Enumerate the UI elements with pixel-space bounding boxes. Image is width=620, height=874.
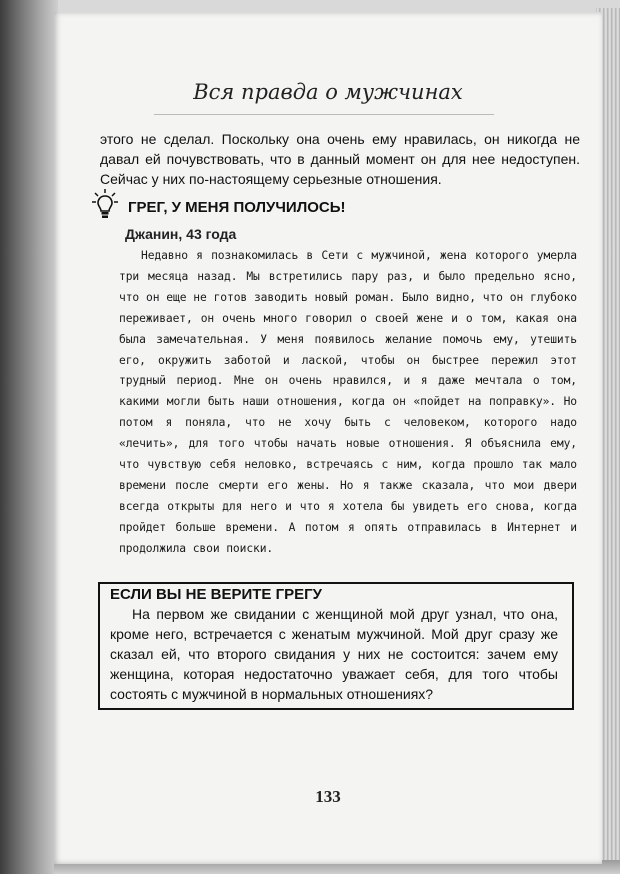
story-title: ГРЕГ, У МЕНЯ ПОЛУЧИЛОСЬ! [128, 199, 346, 216]
running-head-rule [154, 114, 494, 115]
page-number: 133 [315, 787, 341, 806]
intro-text: этого не сделал. Поскольку она очень ему нравилась, он никогда не давал ей почувствовать, что в данный момент он для нее недоступен. Сейчас у них по-настоящему серьезные отношения. [100, 131, 580, 187]
running-head: Вся правда о мужчинах [193, 80, 463, 104]
sidebar-box [98, 582, 574, 710]
sidebar-text: На первом же свидании с женщиной мой друг узнал, что она, кроме него, встречается с женатым мужчиной. Мой друг сразу же сказал ей, что второго свидания у них не состоится: зачем ему женщина, которая недостаточно уважает себя, для того чтобы состоять с мужчиной в нормальных отношениях? [110, 606, 558, 702]
story-author: Джанин, 43 года [125, 226, 237, 242]
intro-paragraph [100, 129, 580, 189]
lightbulb-icon [92, 189, 118, 221]
sidebar-title: ЕСЛИ ВЫ НЕ ВЕРИТЕ ГРЕГУ [110, 586, 322, 603]
story-text: Недавно я познакомилась в Сети с мужчиной, жена которого умерла три месяца назад. Мы встретились пару раз, и было предельно ясно, что он еще не готов заводить новый роман. Было видно, что он глубоко переживает, он очень много говорил о своей жене и о том, какая она была замечательная. У меня появилось желание помочь ему, утешить его, окружить заботой и лаской, чтобы он быстрее пережил этот трудный период. Мне он очень нравился, и я даже мечтала о том, какими могли быть наши отношения, когда он «пойдет на поправку». Но потом я поняла, что не хочу быть с человеком, которого надо «лечить», для того чтобы начать новые отношения. Я объяснила ему, что чувствую себя неловко, встречаясь с ним, когда прошло так мало времени после смерти его жены. Но я также сказала, что мои двери всегда открыты для него и что я хотела бы увидеть его снова, когда пройдет больше времени. А потом я опять отправилась в Интернет и продолжила свои поиски. [119, 249, 577, 555]
story-body [119, 246, 577, 560]
book-page [54, 12, 602, 864]
sidebar-text-block [110, 604, 558, 704]
book-spine-shadow [0, 0, 58, 874]
